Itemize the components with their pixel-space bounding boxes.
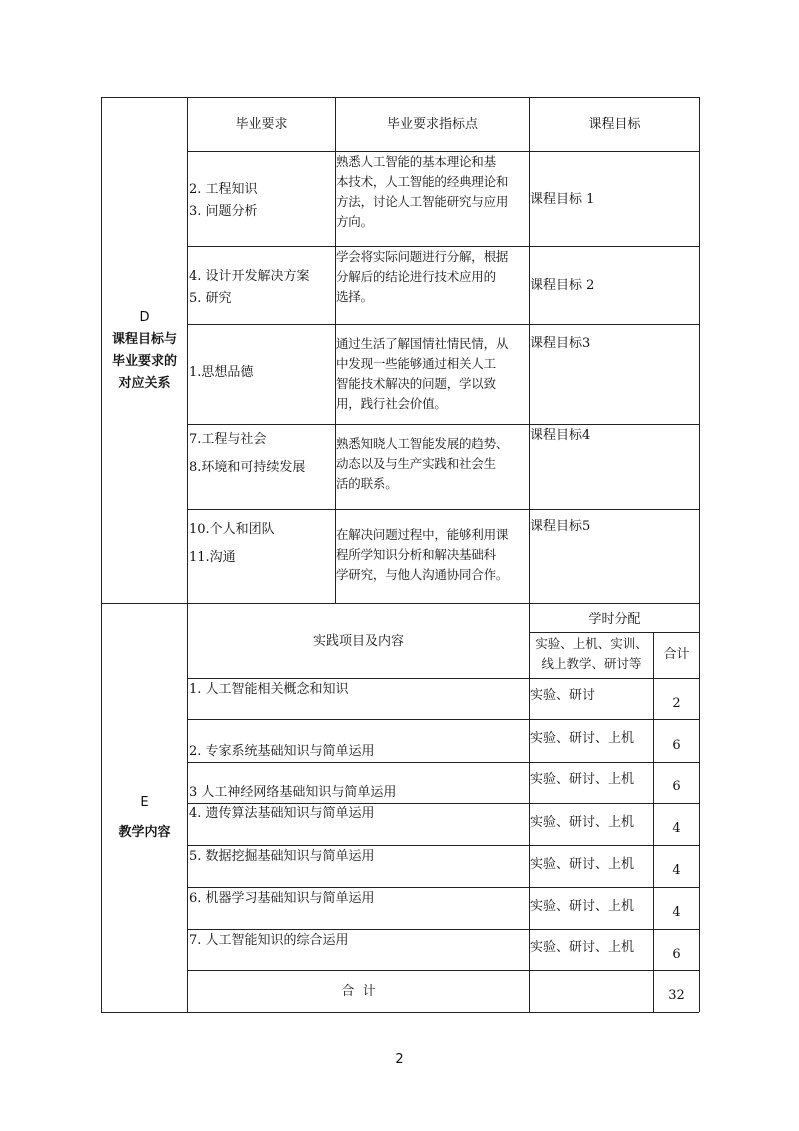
d-row-line — [187, 509, 699, 510]
teaching-type: 实验、研讨 — [530, 688, 596, 703]
teaching-hours: 6 — [672, 738, 681, 753]
teaching-item: 7. 人工智能知识的综合运用 — [189, 933, 349, 948]
requirement-line: 2. 工程知识 — [189, 182, 258, 197]
table-border-top — [101, 97, 699, 98]
indicator-line: 学研究，与他人沟通协同合作。 — [336, 567, 509, 582]
teaching-item: 5. 数据挖掘基础知识与简单运用 — [189, 849, 375, 864]
requirement-cell — [189, 179, 335, 223]
header-requirement: 毕业要求 — [235, 117, 288, 132]
header-type — [530, 634, 653, 674]
teaching-type: 实验、研讨、上机 — [530, 772, 635, 787]
teaching-item: 4. 遗传算法基础知识与简单运用 — [189, 806, 375, 821]
section-d-code: D — [139, 310, 150, 325]
objective-cell: 课程目标3 — [530, 336, 591, 351]
e-hours-header-line — [529, 632, 699, 633]
table-border-bottom — [101, 1012, 699, 1013]
requirement-cell — [189, 516, 335, 572]
d-row-line — [187, 324, 699, 325]
teaching-item: 1. 人工智能相关概念和知识 — [189, 682, 349, 697]
requirement-line: 11.沟通 — [189, 550, 236, 565]
indicator-cell — [336, 334, 530, 414]
requirement-cell — [189, 363, 335, 383]
indicator-line: 熟悉人工智能的基本理论和基 — [336, 154, 496, 169]
indicator-line: 在解决问题过程中，能够利用课 — [336, 527, 509, 542]
indicator-line: 程所学知识分析和解决基础科 — [336, 547, 496, 562]
e-row-line — [187, 762, 699, 763]
e-row-line — [187, 887, 699, 888]
teaching-hours: 4 — [672, 905, 681, 920]
requirement-line: 5. 研究 — [189, 291, 232, 306]
table-border-right — [699, 97, 700, 1012]
section-d-title-line: 对应关系 — [118, 376, 171, 391]
teaching-type: 实验、研讨、上机 — [530, 940, 635, 955]
indicator-line: 通过生活了解国情社情民情，从 — [336, 336, 509, 351]
requirement-line: 3. 问题分析 — [189, 204, 258, 219]
header-project: 实践项目及内容 — [312, 634, 404, 649]
section-d-title-line: 课程目标与 — [111, 332, 177, 347]
indicator-line: 分解后的结论进行技术应用的 — [336, 269, 496, 284]
teaching-item: 3 人工神经网络基础知识与简单运用 — [189, 785, 397, 800]
objective-cell: 课程目标 1 — [530, 192, 595, 207]
section-e-label — [102, 788, 187, 848]
teaching-hours: 6 — [672, 779, 681, 794]
requirement-line: 7.工程与社会 — [189, 432, 267, 447]
requirement-line: 10.个人和团队 — [189, 522, 275, 537]
requirement-line: 4. 设计开发解决方案 — [189, 269, 310, 284]
indicator-line: 方法，讨论人工智能研究与应用 — [336, 194, 509, 209]
indicator-line: 学会将实际问题进行分解，根据 — [336, 249, 509, 264]
teaching-hours: 6 — [672, 947, 681, 962]
total-hours: 32 — [668, 988, 685, 1003]
total-label: 合 计 — [341, 984, 376, 999]
e-row-line — [187, 929, 699, 930]
indicator-line: 方向。 — [336, 214, 373, 229]
indicator-line: 本技术，人工智能的经典理论和 — [336, 174, 509, 189]
teaching-hours: 2 — [672, 696, 681, 711]
indicator-line: 智能技术解决的问题，学以致 — [336, 376, 496, 391]
teaching-type: 实验、研讨、上机 — [530, 731, 635, 746]
indicator-line: 选择。 — [336, 289, 373, 304]
requirement-cell — [189, 426, 335, 482]
page-number: 2 — [395, 1052, 404, 1067]
teaching-hours: 4 — [672, 863, 681, 878]
section-d-title-line: 毕业要求的 — [111, 354, 177, 369]
teaching-hours: 4 — [672, 821, 681, 836]
section-e-title: 教学内容 — [118, 825, 171, 840]
objective-cell: 课程目标 2 — [530, 278, 595, 293]
header-type-line: 实验、上机、实训、 — [535, 636, 648, 651]
indicator-cell — [336, 152, 530, 232]
teaching-type: 实验、研讨、上机 — [530, 857, 635, 872]
teaching-item: 6. 机器学习基础知识与简单运用 — [189, 891, 375, 906]
section-divider — [101, 603, 699, 604]
e-row-line — [187, 678, 699, 679]
section-d-label — [102, 307, 187, 395]
indicator-line: 动态以及与生产实践和社会生 — [336, 456, 496, 471]
requirement-line: 8.环境和可持续发展 — [189, 460, 306, 475]
objective-cell: 课程目标4 — [530, 428, 591, 443]
indicator-cell — [336, 434, 530, 494]
section-e-code: E — [140, 795, 149, 810]
teaching-item: 2. 专家系统基础知识与简单运用 — [189, 744, 375, 759]
header-objective: 课程目标 — [588, 117, 641, 132]
indicator-line: 熟悉知晓人工智能发展的趋势、 — [336, 436, 509, 451]
indicator-line: 活的联系。 — [336, 476, 398, 491]
label-column-divider — [187, 97, 188, 1012]
requirement-line: 1.思想品德 — [189, 365, 254, 380]
e-row-line — [187, 719, 699, 720]
indicator-cell — [336, 525, 530, 585]
header-hours: 学时分配 — [588, 612, 641, 627]
indicator-line: 用，践行社会价值。 — [336, 396, 447, 411]
header-total: 合计 — [663, 647, 690, 662]
header-indicator: 毕业要求指标点 — [386, 117, 478, 132]
e-row-line — [187, 845, 699, 846]
header-type-line: 线上教学、研讨等 — [541, 656, 642, 671]
d-row-line — [187, 424, 699, 425]
indicator-cell — [336, 247, 530, 307]
indicator-line: 中发现一些能够通过相关人工 — [336, 356, 496, 371]
teaching-type: 实验、研讨、上机 — [530, 899, 635, 914]
teaching-type: 实验、研讨、上机 — [530, 815, 635, 830]
requirement-cell — [189, 266, 335, 310]
table-border-left — [101, 97, 102, 1012]
objective-cell: 课程目标5 — [530, 519, 591, 534]
e-row-line — [187, 970, 699, 971]
